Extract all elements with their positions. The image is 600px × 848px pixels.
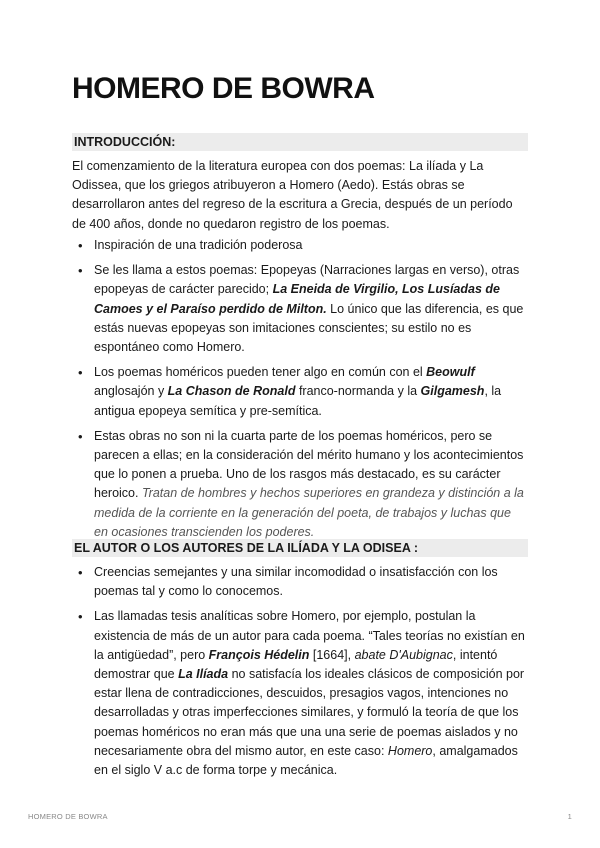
work-title-beowulf: Beowulf [426,365,475,380]
intro-bullet-list [72,236,528,548]
list-item: • Los poemas homéricos pueden tener algo en común con el Beowulf anglosajón y La Chason de Ronald franco-normanda y la Gilgamesh, la antigua epopeya semítica y pre-semítica. [72,363,528,421]
author-title: abate D'Aubignac [354,647,453,662]
list-item: • Inspiración de una tradición poderosa [72,236,528,255]
section-heading-autor: EL AUTOR O LOS AUTORES DE LA ILÍADA Y LA ODISEA : [72,539,528,557]
author-homero: Homero [387,743,433,758]
works-title: La Eneida de Virgilio, Los Lusíadas de Camoes y el Paraíso perdido de Milton. [94,282,500,316]
list-item: • Creencias semejantes y una similar incomodidad o insatisfacción con los poemas tal y como lo conocemos. [72,563,528,601]
list-item: • Estas obras no son ni la cuarta parte de los poemas homéricos, pero se parecen a ellas; en la consideración del mérito humano y los acontecimientos que lo ponen a prueba. Uno de los rasgos más destacado, es su carácter heroico. Tratan de hombres y hechos superiores en grandeza y distinción a la medida de la corriente en la generación del poeta, de trabajos y luchas que en ocasiones transcienden los poderes. [72,427,528,542]
work-title-gilgamesh: Gilgamesh [420,384,485,399]
autor-bullet-list [72,563,528,786]
page-number: 1 [567,812,572,821]
work-title-chason: La Chason de Ronald [167,384,296,399]
work-title-iliada: La Ilíada [178,667,229,682]
list-item: • Se les llama a estos poemas: Epopeyas (Narraciones largas en verso), otras epopeyas de carácter parecido; La Eneida de Virgilio, Los Lusíadas de Camoes y el Paraíso perdido de Milton. Lo único que las diferencia, es que estás nuevas epopeyas son imitaciones conscientes; su estilo no es espontáneo como Homero. [72,261,528,357]
author-name: François Hédelin [208,647,310,662]
italic-quote: Tratan de hombres y hechos superiores en grandeza y distinción a la medida de la corriente en la generación del poeta, de trabajos y luchas que en ocasiones transcienden los poderes. [94,486,524,539]
intro-paragraph: El comenzamiento de la literatura europea con dos poemas: La ilíada y La Odissea, que los griegos atribuyeron a Homero (Aedo). Estás obras se desarrollaron antes del regreso de la escritura a Grecia, después de un período de 400 años, donde no quedaron registro de los poemas. [72,159,513,231]
document-title: HOMERO DE BOWRA [72,72,375,105]
list-item: • Las llamadas tesis analíticas sobre Homero, por ejemplo, postulan la existencia de más de un autor para cada poema. “Tales teorías no existían en la antigüedad”, pero François Hédelin [1664], abate D'Aubignac, intentó demostrar que La Ilíada no satisfacía los ideales clásicos de composición por estar llena de contradicciones, descuidos, presagios vagos, intenciones no desarrolladas y otras imperfecciones similares, y formuló la teoría de que los poemas homéricos no eran más que una una serie de poemas aislados y no necesariamente obra del mismo autor, en este caso: Homero, amalgamados en el siglo V a.c de forma torpe y mecánica. [72,607,528,780]
footer-title: HOMERO DE BOWRA [28,812,108,821]
section-heading-introduccion: INTRODUCCIÓN: [72,133,528,151]
